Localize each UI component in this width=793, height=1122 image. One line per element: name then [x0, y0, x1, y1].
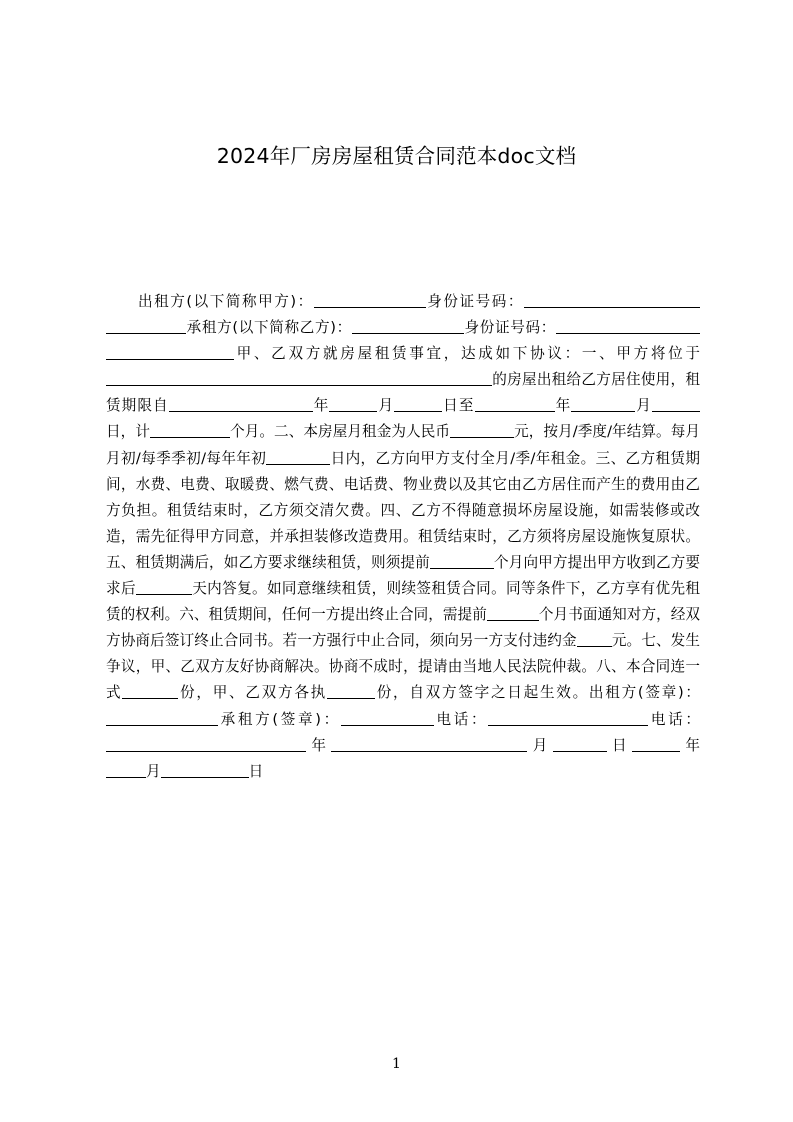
contract-text: 月 — [527, 736, 553, 754]
blank-field — [226, 736, 306, 752]
blank-field — [122, 683, 178, 699]
blank-field — [430, 553, 494, 569]
contract-text: 电话： — [433, 710, 489, 728]
blank-field — [106, 344, 234, 360]
blank-field — [106, 762, 146, 778]
blank-field — [266, 449, 330, 465]
contract-text: 身份证号码： — [463, 319, 556, 337]
blank-field — [632, 736, 680, 752]
contract-text: 元，按月/季度/年结算。每月月初/每季季初/每年年初 — [106, 423, 700, 467]
blank-field — [394, 396, 442, 412]
contract-body — [106, 289, 700, 785]
blank-field — [515, 605, 539, 621]
blank-field — [553, 736, 607, 752]
contract-text: 份，自双方签字之日起生效。出租方(签章)： — [374, 684, 700, 702]
blank-field — [571, 396, 635, 412]
contract-text: 元。七、发生争议，甲、乙双方友好协商解决。协商不成时，提请由当地人民法院仲裁。八、本合同连一式 — [106, 632, 700, 702]
contract-text: 天内答复。如同意继续租赁，则续签租赁合同。同等条件下，乙方享有优先租赁的权利。六、租赁期间，任何一方提出终止合同，需提前 — [106, 580, 700, 624]
contract-text: 个月。二、本房屋月租金为人民币 — [230, 423, 451, 441]
contract-text: 出租方(以下简称甲方)： — [138, 293, 314, 310]
contract-text: 电话： — [648, 710, 700, 728]
contract-text: 年 — [312, 397, 330, 415]
blank-field — [314, 292, 426, 308]
blank-field — [161, 762, 249, 778]
blank-field — [249, 396, 313, 412]
contract-text: 日至 — [442, 397, 475, 415]
document-title: 2024年厂房房屋租赁合同范本doc文档 — [216, 144, 577, 168]
contract-text: 承租方(以下简称乙方)： — [186, 319, 352, 337]
contract-text: 日，计 — [106, 423, 150, 441]
blank-field — [524, 292, 700, 308]
contract-text: 份，甲、乙双方各执 — [178, 684, 327, 702]
contract-text: 月 — [146, 762, 161, 780]
contract-text: 日内，乙方向甲方支付全月/季/年租金。三、乙方租赁期间，水费、电费、取暖费、燃气费、电话费、物业费以及其它由乙方居住而产生的费用由乙方负担。租赁结束时，乙方须交清欠费。四、乙方不得随意损坏房屋设施，如需装修或改造，需先征得甲方同意，并承担装修改造费用。租赁结束时，乙方须将房屋设施恢复原状。五、租赁期满后，如乙方要求继续租赁，则须提前 — [106, 449, 700, 571]
blank-field — [487, 605, 515, 621]
page-number: 1 — [392, 1056, 401, 1072]
blank-field — [386, 710, 434, 726]
contract-text: 月 — [377, 397, 395, 415]
blank-field — [106, 370, 202, 386]
blank-field — [556, 318, 700, 334]
blank-field — [488, 710, 648, 726]
blank-field — [106, 318, 186, 334]
blank-field — [202, 370, 492, 386]
blank-field — [106, 710, 218, 726]
blank-field — [341, 710, 386, 726]
blank-field — [106, 736, 226, 752]
contract-text: 日 — [606, 736, 632, 754]
blank-field — [331, 736, 527, 752]
blank-field — [577, 631, 612, 647]
contract-text: 日 — [248, 762, 264, 780]
blank-field — [169, 396, 249, 412]
contract-text: 身份证号码： — [425, 293, 524, 310]
blank-field — [190, 422, 230, 438]
contract-text: 个月向甲方提出甲方收到乙方要求后 — [106, 553, 700, 598]
contract-text: 甲、乙双方就房屋租赁事宜，达成如下协议：一、甲方将位于 — [234, 345, 700, 363]
contract-text: 年 — [554, 397, 572, 415]
contract-text: 月 — [635, 397, 652, 415]
blank-field — [450, 422, 514, 438]
contract-text: 年 — [306, 736, 332, 754]
blank-field — [150, 422, 190, 438]
blank-field — [652, 396, 700, 412]
blank-field — [136, 579, 192, 595]
blank-field — [475, 396, 555, 412]
contract-text: 个月书面通知对方，经双方协商后签订终止合同书。若一方强行中止合同，须向另一方支付违约金 — [106, 606, 700, 650]
contract-text: 年 — [679, 736, 700, 754]
contract-text: 的房屋出租给乙方居住使用，租赁期限自 — [106, 371, 700, 415]
blank-field — [329, 396, 377, 412]
blank-field — [352, 318, 464, 334]
contract-text: 承租方(签章)： — [218, 710, 341, 728]
blank-field — [327, 683, 375, 699]
